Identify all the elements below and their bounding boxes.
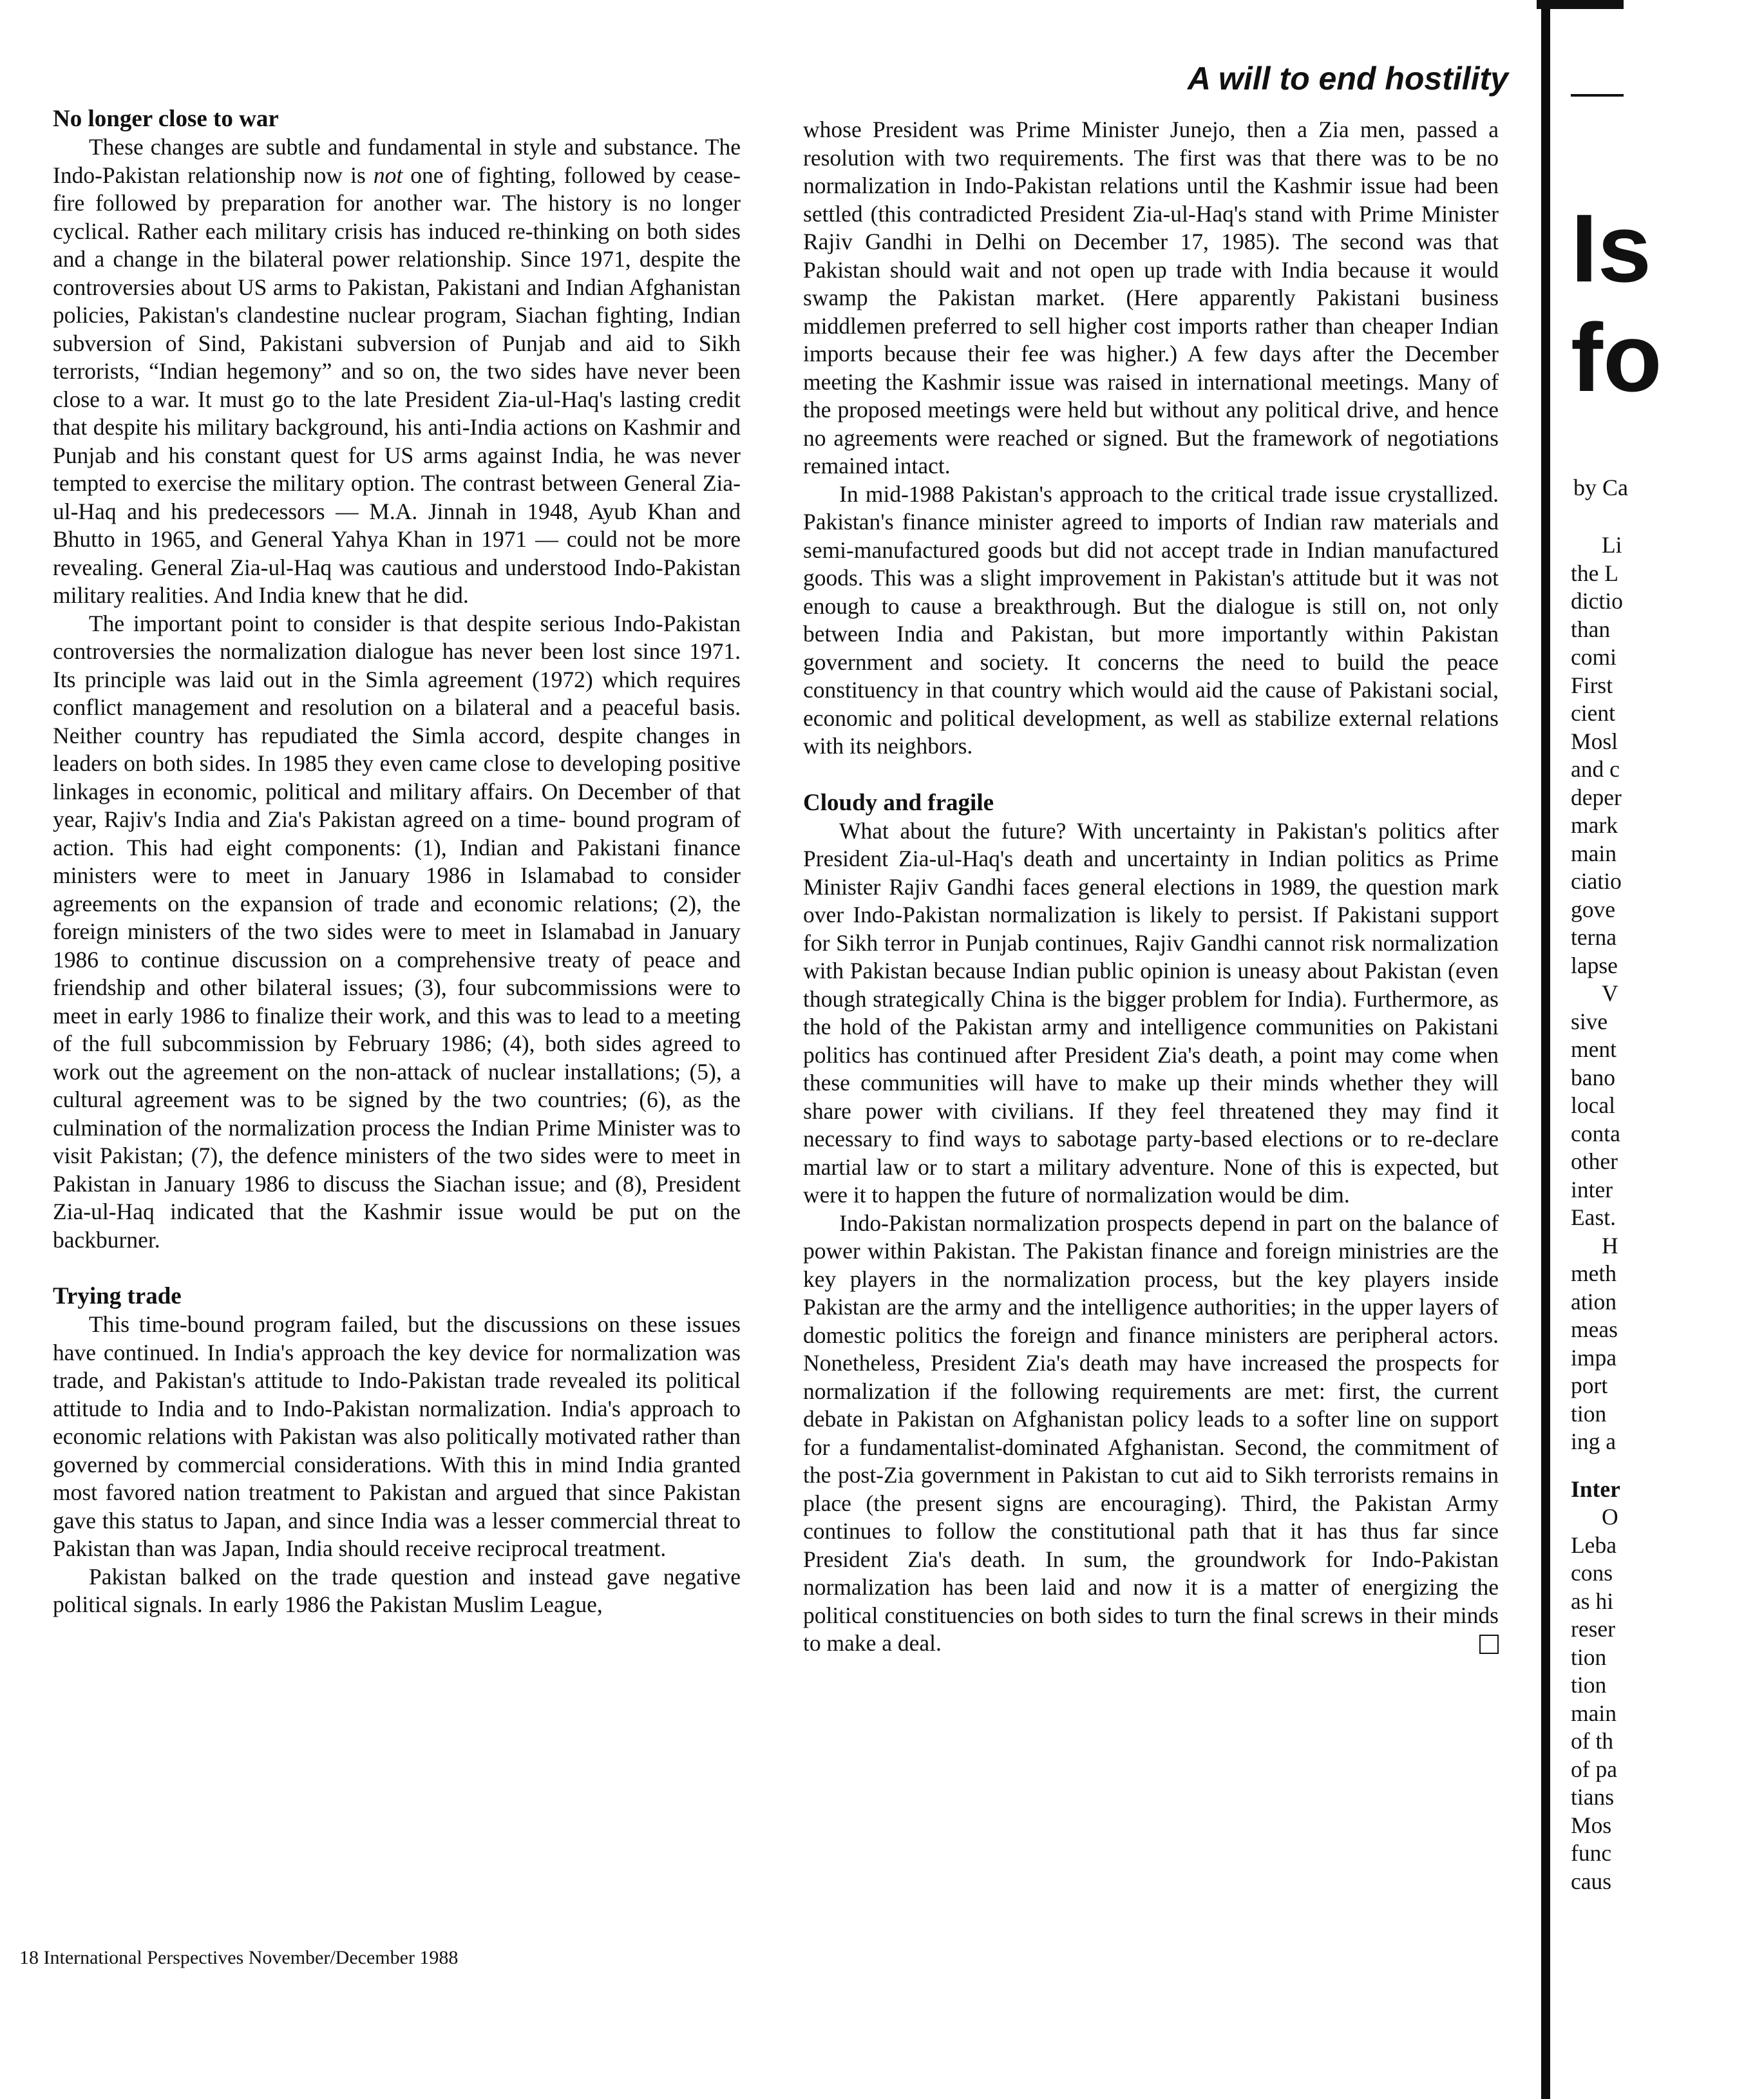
adjacent-text-line: comi bbox=[1571, 644, 1617, 670]
adjacent-text-line: Mos bbox=[1571, 1812, 1612, 1838]
adjacent-text-line: lapse bbox=[1571, 952, 1618, 978]
adjacent-text-line: Li bbox=[1602, 532, 1622, 558]
left-column bbox=[53, 105, 741, 1619]
adjacent-text-line: Mosl bbox=[1571, 728, 1618, 754]
adjacent-text-line: of pa bbox=[1571, 1756, 1617, 1782]
adjacent-text-line: dictio bbox=[1571, 588, 1623, 614]
page-footer: 18 International Perspectives November/December 1988 bbox=[19, 1947, 459, 1968]
adjacent-text-line: tion bbox=[1571, 1672, 1607, 1698]
page-gutter bbox=[1541, 0, 1550, 2099]
adjacent-text-line: East. bbox=[1571, 1204, 1616, 1230]
adjacent-text-line: tians bbox=[1571, 1784, 1615, 1810]
adjacent-spacer bbox=[1571, 1456, 1764, 1476]
adjacent-text-line: bano bbox=[1571, 1064, 1616, 1090]
body-paragraph bbox=[53, 1311, 741, 1563]
adjacent-text-line: inter bbox=[1571, 1176, 1613, 1202]
adjacent-text-line: of th bbox=[1571, 1728, 1614, 1754]
adjacent-text-line: mark bbox=[1571, 812, 1618, 838]
adjacent-text-line: main bbox=[1571, 840, 1617, 866]
adjacent-text-line: conta bbox=[1571, 1120, 1620, 1146]
adjacent-text-line: deper bbox=[1571, 784, 1622, 810]
section-heading: Trying trade bbox=[53, 1283, 182, 1309]
adjacent-text-line: ciatio bbox=[1571, 868, 1622, 894]
adjacent-text-line: gove bbox=[1571, 896, 1616, 922]
adjacent-text-line: First bbox=[1571, 672, 1613, 698]
adjacent-text-line: cient bbox=[1571, 700, 1615, 726]
paragraph-text: In mid-1988 Pakistan's approach to the critical trade issue crystallized. Pakistan's finance minister agreed to imports of Indian raw materials and semi-manufactured goods but did not accept trade in Indian manufactured goods. This was a slight improvement in Pakistan's attitude but it was not enough to cause a breakthrough. But the dialogue is still on, not only between India and Pakistan, but more importantly within Pakistan government and society. It concerns the need to build the peace constituency in that country which would aid the cause of Pakistani social, economic and political development, as well as stabilize external relations with its neighbors. bbox=[803, 480, 1499, 759]
section-heading: Cloudy and fragile bbox=[803, 789, 994, 816]
adjacent-text-line: port bbox=[1571, 1372, 1608, 1398]
paragraph-text: Indo-Pakistan normalization prospects depend in part on the balance of power within Pakistan. The Pakistan finance and foreign ministries are the key players in the normalization process, but the key players inside Pakistan are the army and the intelligence authorities; in the upper layers of domestic politics the foreign and finance ministers are peripheral actors. Nonetheless, President Zia's death may have increased the prospects for normalization if the following requirements are met: first, the current debate in Pakistan on Afghanistan policy leads to a softer line on support for a fundamentalist-dominated Afghanistan. Second, the commitment of the post-Zia government in Pakistan to cut aid to Sikh terrorists remains in place (the present signs are encouraging). Third, the Pakistan Army continues to follow the constitutional path that it has thus far since President Zia's death. In sum, the groundwork for Indo-Pakistan normalization has been laid and now it is a matter of energizing the political constituencies on both sides to turn the final screws in their minds to make a deal. bbox=[803, 1210, 1499, 1656]
adjacent-text-line: than bbox=[1571, 616, 1611, 642]
adjacent-text-line: cons bbox=[1571, 1560, 1613, 1586]
paragraph-text: whose President was Prime Minister Junejo, then a Zia men, passed a resolution with two requirements. The first was that there was to be no normalization in Indo-Pakistan relations until the Kashmir issue had been settled (this contradicted President Zia-ul-Haq's stand with Prime Minister Rajiv Gandhi in Delhi on December 17, 1985). The second was that Pakistan should wait and not open up trade with India because it would swamp the Pakistan market. (Here apparently Pakistani business middlemen preferred to sell higher cost imports rather than cheaper Indian imports because their fee was higher.) A few days after the December meeting the Kashmir issue was raised in international meetings. Many of the proposed meetings were held but without any political drive, and hence no agreements were reached or signed. But the framework of negotiations remained intact. bbox=[803, 117, 1499, 479]
body-paragraph bbox=[803, 1210, 1499, 1658]
adjacent-headline-line: fo bbox=[1571, 303, 1662, 412]
adjacent-page-column bbox=[1571, 531, 1764, 1895]
adjacent-page bbox=[1550, 0, 1662, 2099]
adjacent-text-line: ing a bbox=[1571, 1429, 1616, 1454]
paragraph-text: These changes are subtle and fundamental in style and substance. The Indo-Pakistan relationship now is bbox=[53, 134, 741, 188]
section-spacer bbox=[803, 761, 1499, 789]
adjacent-text-line: and c bbox=[1571, 756, 1620, 782]
adjacent-page-rule bbox=[1571, 94, 1624, 97]
right-column bbox=[803, 116, 1499, 1658]
adjacent-text-line: tion bbox=[1571, 1644, 1607, 1670]
end-of-article-mark bbox=[1479, 1635, 1499, 1654]
adjacent-subheading: Inter bbox=[1571, 1476, 1620, 1502]
body-paragraph bbox=[803, 480, 1499, 761]
adjacent-text-line: reser bbox=[1571, 1616, 1615, 1642]
adjacent-text-line: sive bbox=[1571, 1008, 1608, 1034]
adjacent-text-line: as hi bbox=[1571, 1588, 1614, 1614]
body-paragraph bbox=[53, 133, 741, 610]
adjacent-text-line: H bbox=[1602, 1232, 1618, 1258]
adjacent-text-line: the L bbox=[1571, 560, 1618, 586]
adjacent-text-line: caus bbox=[1571, 1868, 1612, 1894]
adjacent-text-line: meas bbox=[1571, 1316, 1618, 1342]
body-paragraph bbox=[803, 817, 1499, 1210]
adjacent-text-line: O bbox=[1602, 1504, 1618, 1530]
adjacent-text-line: main bbox=[1571, 1700, 1617, 1726]
body-paragraph bbox=[803, 116, 1499, 480]
section-spacer bbox=[53, 1254, 741, 1282]
paragraph-text: This time-bound program failed, but the discussions on these issues have continued. In India's approach the key device for normalization was trade, and Pakistan's attitude to Indo-Pakistan trade revealed its political attitude to India and to Indo-Pakistan normalization. India's approach to economic relations with Pakistan was also politically motivated rather than governed by commercial considerations. With this in mind India granted most favored nation treatment to Pakistan and argued that since Pakistan gave this status to Japan, and since India was a lesser commercial threat to Pakistan than was Japan, India should receive reciprocal treatment. bbox=[53, 1311, 741, 1561]
adjacent-text-line: impa bbox=[1571, 1344, 1617, 1371]
adjacent-headline-line: Is bbox=[1571, 194, 1652, 302]
adjacent-page-headline bbox=[1571, 193, 1738, 412]
adjacent-text-line: meth bbox=[1571, 1260, 1617, 1286]
paragraph-text: What about the future? With uncertainty in Pakistan's politics after President Zia-ul-Haq's death and uncertainty in Indian politics as Prime Minister Rajiv Gandhi faces general elections in 1989, the question mark over Indo-Pakistan normalization is likely to persist. If Pakistani support for Sikh terror in Punjab continues, Rajiv Gandhi cannot risk normalization with Pakistan because Indian public opinion is uneasy about Pakistan (even though strategically China is the bigger problem for India). Furthermore, as the hold of the Pakistan army and intelligence communities on Pakistani politics has continued after President Zia's death, a point may come when these communities will have to make up their minds whether they will share power with civilians. If they feel threatened they may find it necessary to find ways to sabotage party-based elections or to re-declare martial law or to start a military adventure. None of this is expected, but were it to happen the future of normalization would be dim. bbox=[803, 817, 1499, 1208]
adjacent-text-line: V bbox=[1602, 980, 1618, 1006]
paragraph-text: one of fighting, followed by cease-fire followed by preparation for another war. The history is no longer cyclical. Rather each military crisis has induced re-thinking on both sides and a change in the bilateral power relationship. Since 1971, despite the controversies about US arms to Pakistan, Pakistani and Indian Afghanistan policies, Pakistan's clandestine nuclear program, Siachan fighting, Indian subversion of Sind, Pakistani subversion of Punjab and aid to Sikh terrorists, “Indian hegemony” and so on, the two sides have never been close to a war. It must go to the late President Zia-ul-Haq's lasting credit that despite his military background, his anti-India actions on Kashmir and Punjab and his constant quest for US arms against India, he was never tempted to exercise the military option. The contrast between General Zia-ul-Haq and his predecessors — M.A. Jinnah in 1948, Ayub Khan and Bhutto in 1965, and General Yahya Khan in 1971 — could not be more revealing. General Zia-ul-Haq was cautious and understood Indo-Pakistan military realities. And India knew that he did. bbox=[53, 162, 741, 608]
adjacent-page-byline: by Ca bbox=[1573, 475, 1628, 500]
adjacent-text-line: func bbox=[1571, 1840, 1612, 1866]
section-heading: No longer close to war bbox=[53, 106, 279, 132]
adjacent-text-line: Leba bbox=[1571, 1532, 1617, 1558]
paragraph-text: Pakistan balked on the trade question and instead gave negative political signals. In early 1986 the Pakistan Muslim League, bbox=[53, 1563, 741, 1617]
running-head: A will to end hostility bbox=[1187, 61, 1508, 97]
body-paragraph bbox=[53, 610, 741, 1255]
adjacent-text-line: ation bbox=[1571, 1288, 1617, 1315]
adjacent-text-line: tion bbox=[1571, 1400, 1607, 1427]
body-paragraph bbox=[53, 1563, 741, 1619]
adjacent-text-line: terna bbox=[1571, 924, 1617, 950]
adjacent-text-line: other bbox=[1571, 1148, 1618, 1174]
adjacent-text-line: local bbox=[1571, 1092, 1615, 1118]
adjacent-text-line: ment bbox=[1571, 1036, 1617, 1062]
emphasis-text: not bbox=[373, 162, 403, 188]
paragraph-text: The important point to consider is that despite serious Indo-Pakistan controversies the normalization dialogue has never been lost since 1971. Its principle was laid out in the Simla agreement (1972) which requires conflict management and resolution on a bilateral and a peaceful basis. Neither country has repudiated the Simla accord, despite changes in leaders on both sides. In 1985 they even came close to developing positive linkages in economic, political and military affairs. On December of that year, Rajiv's India and Zia's Pakistan agreed on a time- bound program of action. This had eight components: (1), Indian and Pakistani finance ministers were to meet in January 1986 in Islamabad to consider agreements on the expansion of trade and economic relations; (2), the foreign ministers of the two sides were to meet in Islamabad in January 1986 to continue discussion on a comprehensive treaty of peace and friendship and other bilateral issues; (3), four subcommissions were to meet in early 1986 to finalize their work, and this was to lead to a meeting of the full subcommission by February 1986; (4), both sides agreed to work out the agreement on the non-attack of nuclear installations; (5), a cultural agreement was to be signed by the two countries; (6), as the culmination of the normalization process the Indian Prime Minister was to visit Pakistan; (7), the defence ministers of the two sides were to meet in Pakistan in January 1986 to discuss the Siachan issue; and (8), President Zia-ul-Haq indicated that the Kashmir issue would be put on the backburner. bbox=[53, 610, 741, 1253]
